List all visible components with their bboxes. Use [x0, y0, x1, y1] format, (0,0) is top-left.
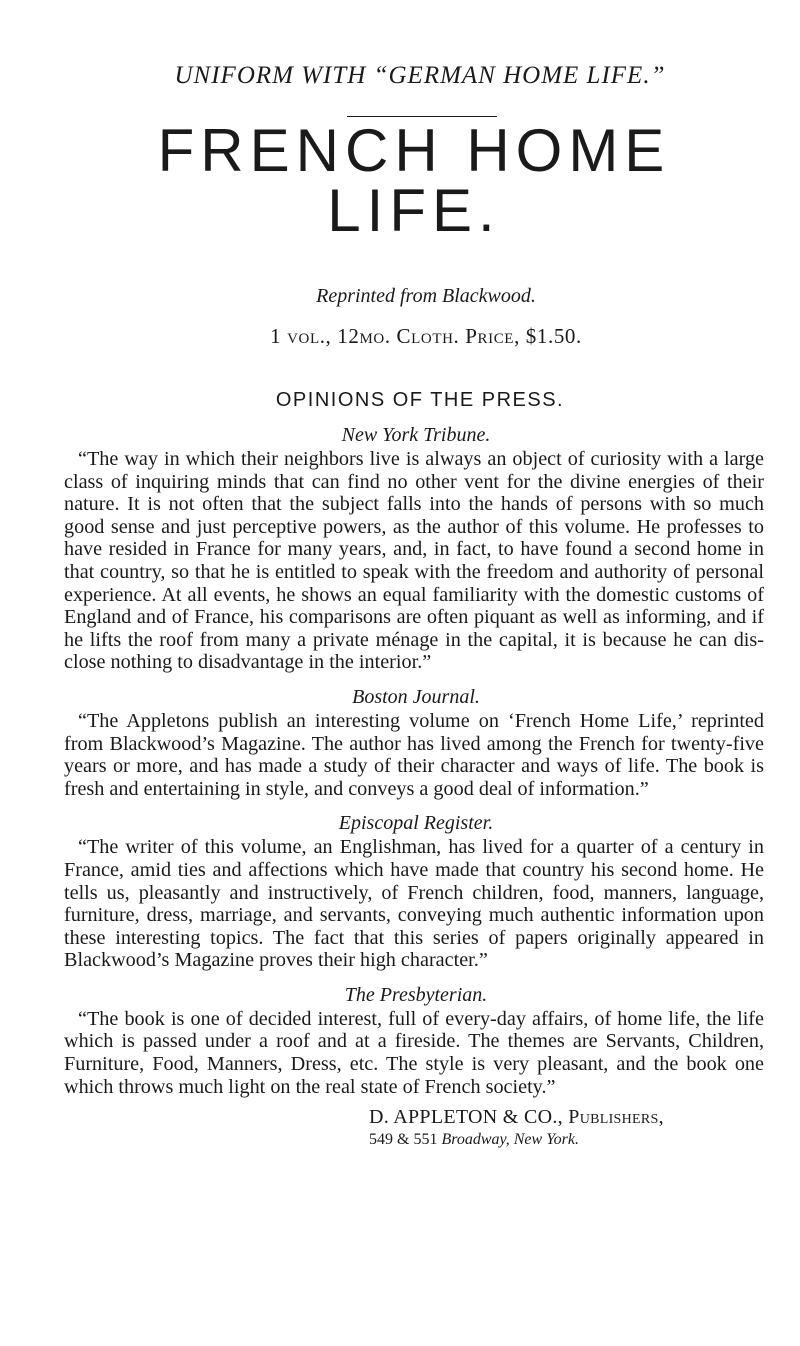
review-new-york-tribune: [64, 424, 764, 674]
review-text: “The Appletons publish an interesting volume on ‘French Home Life,’ reprinted from Blackwood’s Magazine. The author has lived among the French for twenty-five years or more, and has made a study of their character and ways of life. The book is fresh and entertaining in style, and conveys a good deal of information.”: [64, 709, 764, 800]
book-title: FRENCH HOME LIFE.: [157, 117, 671, 244]
uniform-with-note: UNIFORM WITH “GERMAN HOME LIFE.”: [174, 62, 666, 89]
title-rule: [347, 116, 497, 117]
review-source: The Presbyterian.: [344, 983, 488, 1006]
publisher-name: D. APPLETON & CO.,: [369, 1106, 563, 1129]
book-details: 1 vol., 12mo. Cloth. Price, $1.50.: [270, 324, 582, 348]
street-numbers: 549 & 551: [369, 1131, 438, 1149]
review-boston-journal: [64, 686, 764, 800]
review-text: “The way in which their neighbors live is always an object of curiosity with a large class of inquiring minds that can find no other vent for the divine energies of their nature. It is not often that the subject falls into the hands of persons with so much good sense and just perceptive powers, as the author of this volume. He professes to have resided in France for many years, and, in fact, to have found a second home in that country, so that he is entitled to speak with the freedom and authority of personal experience. At all events, he shows an equal familiarity with the domestic customs of England and of France, his comparisons are often piquant as well as informing, and if he lifts the roof from many a private ménage in the capital, it is because he can disclose nothing to disadvantage in the interior.”: [64, 448, 764, 674]
publisher-role: Publishers,: [568, 1106, 664, 1129]
review-presbyterian: [64, 984, 764, 1098]
review-text: “The writer of this volume, an Englishman, has lived for a quarter of a century in France, amid ties and affections which have made that country his second home. He tells us, pleasantly and instructively, of French children, food, manners, language, furniture, dress, marriage, and servants, conveying much authentic information upon these interesting topics. The fact that this series of papers originally appeared in Blackwood’s Magazine proves their high character.”: [64, 836, 764, 972]
review-source: New York Tribune.: [341, 424, 491, 446]
publisher-line: [64, 1106, 764, 1129]
reprinted-note: Reprinted from Blackwood.: [316, 285, 536, 307]
publisher-address: [64, 1131, 764, 1149]
review-episcopal-register: [64, 812, 764, 972]
advertisement-page: [64, 62, 764, 1149]
review-source: Episcopal Register.: [338, 812, 494, 835]
review-source: Boston Journal.: [352, 685, 480, 708]
street-city: Broadway, New York.: [441, 1131, 579, 1149]
review-text: “The book is one of decided interest, full of every-day affairs, of home life, the life which is passed under a roof and at a fireside. The themes are Servants, Children, Furniture, Food, Manners, Dress, etc. The style is very pleasant, and the book one which throws much light on the real state of French society.”: [64, 1007, 764, 1098]
press-heading: OPINIONS OF THE PRESS.: [275, 389, 565, 411]
